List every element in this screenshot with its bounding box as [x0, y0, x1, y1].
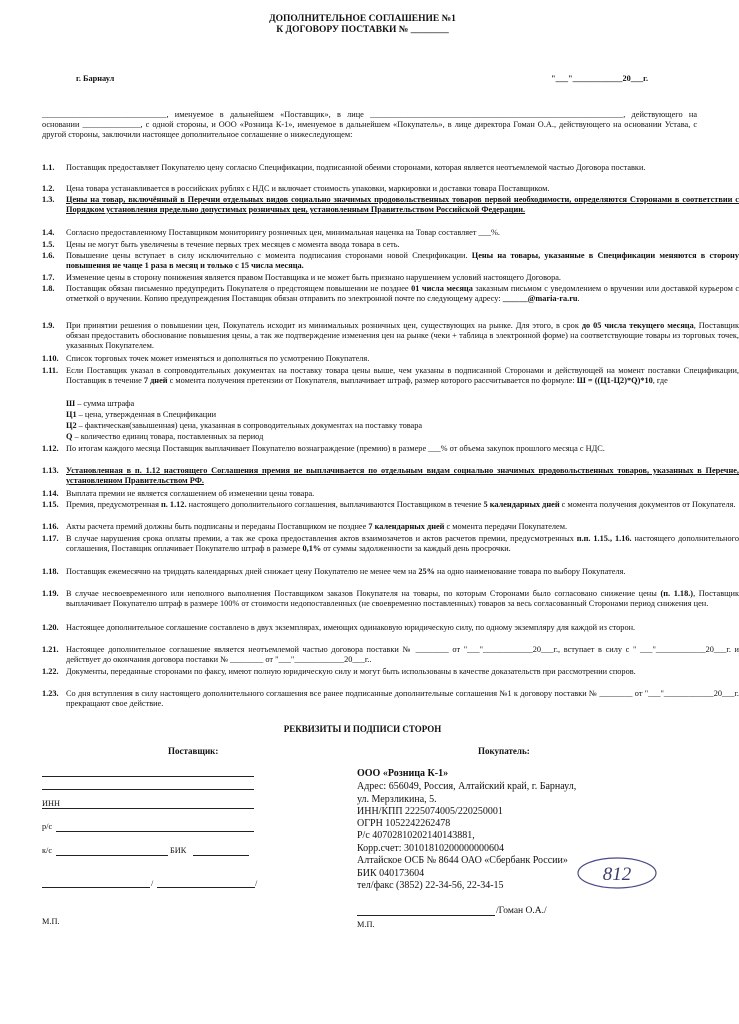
- legend-text: – цена, утвержденная в Спецификации: [76, 410, 217, 419]
- clause-text-part: В случае несвоевременного или неполного выполнения Поставщиком заказов Покупателя на товары, по которым Сторонами было согласовано снижение цены: [66, 589, 661, 598]
- clause-text-bold: 01 числа месяца: [411, 284, 473, 293]
- rs-label: р/с: [42, 822, 53, 831]
- clause-number: 1.17.: [42, 534, 59, 543]
- legend-symbol: Ц1: [66, 410, 77, 419]
- buyer-signer: /Гоман О.А./: [496, 906, 547, 916]
- clause-text: [66, 589, 739, 609]
- clause-number: 1.21.: [42, 645, 59, 654]
- buyer-street: ул. Мерзликина, 5.: [357, 794, 437, 805]
- clause-text: [66, 284, 739, 304]
- document-title: ДОПОЛНИТЕЛЬНОЕ СОГЛАШЕНИЕ №1: [269, 14, 456, 24]
- clause-text-part: , Поставщик выплачивает Покупателю штраф в размере 100% от стоимости недопоставленных (не своевременно поставленных) товаров за весь согласованный Сторонами период снижения цен.: [66, 589, 739, 609]
- signature-slash: /: [255, 879, 258, 888]
- clause-text-part: Если Поставщик указал в сопроводительных документах на поставку товара цены выше, чем указаны в подписанной Сторонами и действующей на момент поставки Спецификации, Поставщик в течение: [66, 366, 739, 386]
- clause-text-part: от суммы задолженности за каждый день просрочки.: [321, 544, 511, 554]
- legend-item: [66, 432, 263, 442]
- clause-text: Изменение цены в сторону понижения является правом Поставщика и не может быть признано нарушением условий настоящего Договора.: [66, 273, 561, 282]
- buyer-company: ООО «Розница К-1»: [357, 768, 449, 779]
- clause-number: 1.20.: [42, 623, 59, 632]
- buyer-bik: БИК 040173604: [357, 868, 425, 879]
- clause-text-bold: 5 календарных дней: [483, 500, 560, 509]
- clause-text-part: настоящего дополнительного соглашения, выплачиваются Поставщиком в течение: [186, 500, 484, 509]
- clause-number: 1.12.: [42, 444, 59, 453]
- agreement-date: "___"____________20___г.: [551, 74, 649, 83]
- clause-text-part: Поставщик обязан письменно предупредить Покупателя о предстоящем повышении не позднее: [66, 284, 412, 293]
- legend-item: [66, 421, 422, 431]
- ks-line: [56, 855, 168, 856]
- clause-text-part: , где: [652, 376, 668, 386]
- buyer-account: Р/с 40702810202140143881,: [357, 830, 475, 841]
- penalty-formula: Ш = ((Ц1-Ц2)*Q)*10: [576, 376, 653, 386]
- clause-text-bold: Цены на товары, указанные в Спецификации меняются в сторону повышения не чаще 1 раза в месяц и только с 15 числа месяца.: [66, 251, 739, 271]
- clause-text-part: на одно наименование товара по выбору Покупателя.: [434, 567, 626, 576]
- clause-number: 1.11.: [42, 366, 59, 375]
- clause-text-bold: 7 дней: [143, 376, 168, 386]
- handwritten-note: 812: [602, 864, 632, 885]
- supplier-label: Поставщик:: [168, 746, 219, 756]
- clause-text-part: Повышение цены вступает в силу исключительно с момента подписания сторонами новой Спецификации.: [66, 251, 472, 260]
- clause-text-part: настоящего дополнительного соглашения, Поставщик оплачивает Покупателю штраф в размере: [66, 534, 739, 554]
- rs-line: [56, 831, 254, 832]
- buyer-bank: Алтайское ОСБ № 8644 ОАО «Сбербанк России»: [357, 855, 568, 866]
- clause-text-part: , Поставщик обязан предоставить обоснование повышения цены, а так же подтверждение изменения цен на рынке (чеки + таблица в электронной форме) на соответствующие товары из торговых точек, указанных Покупателем.: [66, 321, 739, 351]
- legend-symbol: Ц2: [66, 421, 77, 430]
- legend-symbol: Ш: [66, 399, 76, 408]
- buyer-corr-account: Корр.счет: 30101810200000000604: [357, 843, 505, 854]
- clause-text: Установленная в п. 1.12 настоящего Соглашения премия не выплачивается по отдельным видам социально значимых продовольственных товаров, указанных в Перечне, установленном Правительством РФ.: [66, 466, 739, 486]
- clause-text: Настоящее дополнительное соглашение составлено в двух экземплярах, имеющих одинаковую юридическую силу, по одному экземпляру для каждой из сторон.: [66, 623, 636, 632]
- clause-text: Цены на товар, включённый в Перечни отдельных видов социально значимых продовольственных товаров первой необходимости, определяются Сторонами в соответствии с Порядком установления предельно допустимых розничных цен, установленным Правительством Российской Федерации.: [66, 195, 739, 215]
- clause-text-bold: 7 календарных дней: [368, 522, 445, 531]
- clause-number: 1.23.: [42, 689, 59, 698]
- clause-text: [66, 522, 739, 532]
- clause-text-part: с момента передачи Покупателем.: [444, 522, 568, 531]
- handwritten-number-icon: [575, 855, 659, 891]
- buyer-ogrn: ОГРН 1052242262478: [357, 818, 451, 829]
- clause-text-bold: 0,1%: [302, 544, 322, 554]
- legend-symbol: Q: [66, 432, 73, 441]
- intro-paragraph: ______________________________, именуемое в дальнейшем «Поставщик», в лице _____________________________________________________________, действующего на основании ______________, с одной стороны, и ООО «Розница К-1», именуемое в дальнейшем «Покупатель», в лице директора Гоман О.А., действующего на основании Устава, с другой стороны, заключили настоящее дополнительное соглашение о нижеследующем:: [42, 110, 697, 140]
- email-address: ______@maria-ra.ru: [502, 294, 578, 304]
- clause-text: [66, 500, 739, 510]
- clause-text: [66, 534, 739, 554]
- clause-text-part: Премия, предусмотренная: [66, 500, 161, 509]
- clause-number: 1.16.: [42, 522, 59, 531]
- bik-label: БИК: [170, 846, 187, 855]
- clause-number: 1.15.: [42, 500, 59, 509]
- inn-line: [42, 808, 254, 809]
- clause-text: [66, 567, 739, 577]
- clause-number: 1.14.: [42, 489, 59, 498]
- buyer-address: Адрес: 656049, Россия, Алтайский край, г. Барнаул,: [357, 781, 577, 792]
- clause-number: 1.8.: [42, 284, 55, 293]
- supplier-line: [42, 789, 254, 790]
- clause-text-bold: п.п. 1.15., 1.16.: [576, 534, 632, 543]
- clause-text-part: с момента получения документов от Покупателя.: [559, 500, 736, 509]
- clause-number: 1.18.: [42, 567, 59, 576]
- clause-text-part: При принятии решения о повышении цен, Покупатель исходит из минимальных розничных цен, существующих на рынке. Для этого, в срок: [66, 321, 582, 330]
- clause-text: Цена товара устанавливается в российских рублях с НДС и включает стоимость упаковки, маркировки и доставки товара Поставщиком.: [66, 184, 550, 193]
- clause-text: Со дня вступления в силу настоящего дополнительного соглашения все ранее подписанные дополнительные соглашения №1 к договору поставки № ________ от "___"____________20___г. прекращают свое действие.: [66, 689, 739, 709]
- buyer-stamp-place: М.П.: [357, 920, 375, 929]
- clause-number: 1.4.: [42, 228, 55, 237]
- legend-item: [66, 399, 134, 409]
- inn-label: ИНН: [42, 799, 60, 808]
- buyer-inn: ИНН/КПП 2225074005/220250001: [357, 806, 503, 817]
- clause-number: 1.22.: [42, 667, 59, 676]
- clause-number: 1.5.: [42, 240, 55, 249]
- clause-text-bold: п. 1.12.: [161, 500, 187, 509]
- legend-text: – фактическая(завышенная) цена, указанная в сопроводительных документах на поставку товара: [76, 421, 423, 430]
- clause-number: 1.3.: [42, 195, 55, 204]
- clause-text-part: В случае нарушения срока оплаты премии, а так же срока предоставления актов взаимозачетов и актов расчетов премии, предусмотренных: [66, 534, 577, 543]
- clause-text: [66, 251, 739, 271]
- clause-text-bold: 25%: [418, 567, 435, 576]
- clause-text: [66, 321, 739, 351]
- clause-text: Поставщик предоставляет Покупателю цену согласно Спецификации, подписанной обеими сторонами, которая является неотъемлемой частью Договора поставки.: [66, 163, 646, 172]
- document-subtitle: К ДОГОВОРУ ПОСТАВКИ № ________: [276, 25, 449, 35]
- signature-slash: /: [151, 879, 154, 888]
- clause-number: 1.13.: [42, 466, 59, 475]
- supplier-line: [42, 776, 254, 777]
- clause-text-part: Поставщик ежемесячно на тридцать календарных дней снижает цену Покупателю не менее чем на: [66, 567, 419, 576]
- clause-text: Согласно предоставленному Поставщиком мониторингу розничных цен, минимальная наценка на Товар составляет ___%.: [66, 228, 500, 237]
- clause-text-bold: (п. 1.18.): [660, 589, 694, 598]
- clause-text: Список торговых точек может изменяться и дополняться по усмотрению Покупателя.: [66, 354, 370, 363]
- clause-text: Настоящее дополнительное соглашение является неотъемлемой частью договора поставки № ________ от "___"____________20___г., вступает в силу с " ___"____________20___г. и действует до окончания договора поставки № ________ от "___"____________20___г..: [66, 645, 739, 665]
- clause-text: Документы, переданные сторонами по факсу, имеют полную юридическую силу и могут быть использованы в качестве доказательств при рассмотрении споров.: [66, 667, 636, 676]
- supplier-signature-line: [42, 887, 150, 888]
- supplier-stamp-place: М.П.: [42, 917, 60, 926]
- buyer-phone: тел/факс (3852) 22-34-56, 22-34-15: [357, 880, 504, 891]
- clause-text-part: .: [577, 294, 580, 304]
- clause-number: 1.2.: [42, 184, 55, 193]
- legend-text: – сумма штрафа: [75, 399, 135, 408]
- clause-number: 1.6.: [42, 251, 55, 260]
- legend-text: – количество единиц товара, поставленных за период: [72, 432, 264, 441]
- clause-text: [66, 366, 739, 386]
- city: г. Барнаул: [76, 74, 115, 83]
- clause-number: 1.7.: [42, 273, 55, 282]
- clause-number: 1.10.: [42, 354, 59, 363]
- clause-text: Цены не могут быть увеличены в течение первых трех месяцев с момента ввода товара в сеть.: [66, 240, 400, 249]
- clause-text-part: заказным письмом с уведомлением о вручении или доставкой курьером с отметкой о вручении. Копию предупреждения Поставщик обязан отправить по электронной почте по следующему адресу:: [66, 284, 739, 304]
- buyer-signature-line: [357, 915, 495, 916]
- buyer-label: Покупатель:: [478, 746, 530, 756]
- supplier-name-line: [157, 887, 255, 888]
- clause-text: По итогам каждого месяца Поставщик выплачивает Покупателю вознаграждение (премию) в размере ___% от объема закупок прошлого месяца с НДС.: [66, 444, 605, 453]
- clause-number: 1.19.: [42, 589, 59, 598]
- clause-text: Выплата премии не является соглашением об изменении цены товара.: [66, 489, 315, 498]
- requisites-title: РЕКВИЗИТЫ И ПОДПИСИ СТОРОН: [283, 724, 442, 734]
- legend-item: [66, 410, 216, 420]
- clause-text-part: с момента получения претензии от Покупателя, выплачивает штраф, размер которого рассчитывается по формуле:: [167, 376, 577, 386]
- clause-text-bold: до 05 числа текущего месяца: [581, 321, 694, 330]
- clause-number: 1.9.: [42, 321, 55, 330]
- clause-number: 1.1.: [42, 163, 55, 172]
- ks-label: к/с: [42, 846, 53, 855]
- clause-text-part: Акты расчета премий должны быть подписаны и переданы Поставщиком не позднее: [66, 522, 369, 531]
- bik-line: [193, 855, 249, 856]
